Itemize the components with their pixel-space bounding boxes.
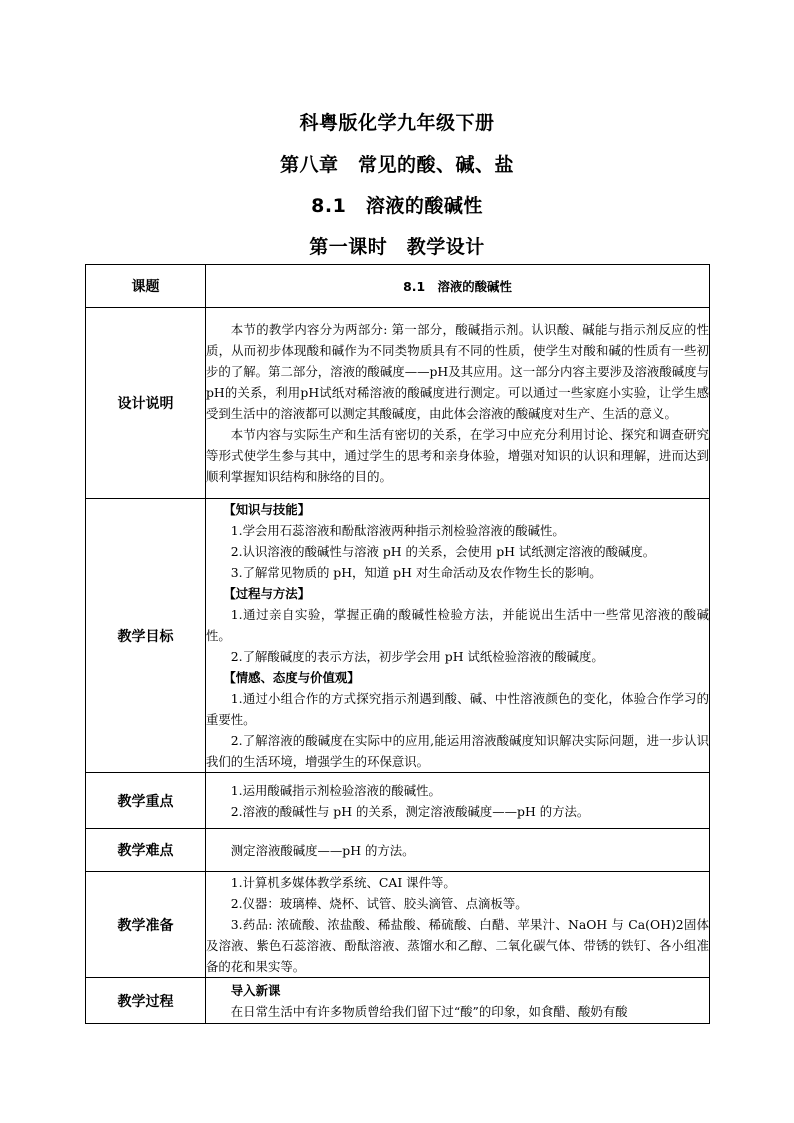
- goals-heading: 【过程与方法】: [223, 586, 311, 601]
- process-heading: 导入新课: [230, 982, 281, 998]
- goals-item: 3.了解常见物质的 pH，知道 pH 对生命活动及农作物生长的影响。: [230, 565, 602, 580]
- design-content: [206, 308, 710, 499]
- preparation-item: 1.计算机多媒体教学系统、CAI 课件等。: [230, 875, 456, 890]
- goals-heading: 【知识与技能】: [223, 502, 311, 517]
- goals-heading: 【情感、态度与价值观】: [223, 670, 360, 685]
- process-label: 教学过程: [86, 978, 206, 1024]
- goals-item: 1.通过小组合作的方式探究指示剂遇到酸、碱、中性溶液颜色的变化，体验合作学习的重要性。: [206, 691, 709, 727]
- goals-item: 2.了解溶液的酸碱度在实际中的应用,能运用溶液酸碱度知识解决实际问题，进一步认识我们的生活环境，增强学生的环保意识。: [206, 733, 709, 769]
- difficulty-label: 教学难点: [86, 829, 206, 872]
- section-title: 8.1 溶液的酸碱性: [311, 195, 483, 217]
- lesson-plan-table: [85, 264, 710, 1024]
- key-points-content: [206, 773, 710, 829]
- preparation-item: 3.药品: 浓硫酸、浓盐酸、稀盐酸、稀硫酸、白醋、苹果汁、NaOH 与 Ca(OH)2固体及溶液、紫色石蕊溶液、酚酞溶液、蒸馏水和乙醇、二氧化碳气体、带锈的铁钉、各小组准备的花和果实等。: [206, 917, 709, 974]
- document-title: 科粤版化学九年级下册: [299, 112, 495, 134]
- key-point-item: 2.溶液的酸碱性与 pH 的关系，测定溶液酸碱度——pH 的方法。: [230, 803, 590, 819]
- design-row: [86, 308, 710, 499]
- preparation-item: 2.仪器：玻璃棒、烧杯、试管、胶头滴管、点滴板等。: [230, 896, 528, 911]
- key-point-item: 1.运用酸碱指示剂检验溶液的酸碱性。: [230, 782, 441, 798]
- chapter-title: 第八章 常见的酸、碱、盐: [279, 154, 514, 176]
- design-paragraph: 本节内容与实际生产和生活有密切的关系，在学习中应充分利用讨论、探究和调查研究等形式使学生参与其中，通过学生的思考和亲身体验，增强对知识的认识和理解，进而达到顺利掌握知识结构和脉络的目的。: [206, 427, 709, 484]
- topic-label: 课题: [86, 265, 206, 308]
- preparation-content: [206, 872, 710, 978]
- design-paragraph: 本节的教学内容分为两部分: 第一部分，酸碱指示剂。认识酸、碱能与指示剂反应的性质，从而初步体现酸和碱作为不同类物质具有不同的性质，使学生对酸和碱的性质有一些初步的了解。第二部分，溶液的酸碱度——pH及其应用。这一部分内容主要涉及溶液酸碱度与pH的关系，利用pH试纸对稀溶液的酸碱度进行测定。可以通过一些家庭小实验，让学生感受到生活中的溶液都可以测定其酸碱度，由此体会溶液的酸碱度对生产、生活的意义。: [206, 322, 709, 421]
- process-paragraph: 在日常生活中有许多物质曾给我们留下过“酸”的印象，如食醋、酸奶有酸: [230, 1003, 628, 1019]
- goals-item: 1.通过亲自实验，掌握正确的酸碱性检验方法，并能说出生活中一些常见溶液的酸碱性。: [206, 607, 709, 643]
- process-content: [206, 978, 710, 1024]
- goals-item: 2.了解酸碱度的表示方法，初步学会用 pH 试纸检验溶液的酸碱度。: [230, 649, 604, 664]
- process-row: [86, 978, 710, 1024]
- preparation-row: [86, 872, 710, 978]
- preparation-label: 教学准备: [86, 872, 206, 978]
- lesson-title: 第一课时 教学设计: [309, 236, 485, 258]
- difficulty-row: [86, 829, 710, 872]
- difficulty-content: [206, 829, 710, 872]
- goals-row: [86, 499, 710, 773]
- goals-item: 2.认识溶液的酸碱性与溶液 pH 的关系，会使用 pH 试纸测定溶液的酸碱度。: [230, 544, 656, 559]
- key-points-label: 教学重点: [86, 773, 206, 829]
- goals-content: [206, 499, 710, 773]
- topic-row: [86, 265, 710, 308]
- topic-value: 8.1 溶液的酸碱性: [206, 265, 710, 308]
- key-points-row: [86, 773, 710, 829]
- goals-label: 教学目标: [86, 499, 206, 773]
- difficulty-item: 测定溶液酸碱度——pH 的方法。: [230, 842, 415, 858]
- goals-item: 1.学会用石蕊溶液和酚酞溶液两种指示剂检验溶液的酸碱性。: [230, 523, 565, 538]
- design-label: 设计说明: [86, 308, 206, 499]
